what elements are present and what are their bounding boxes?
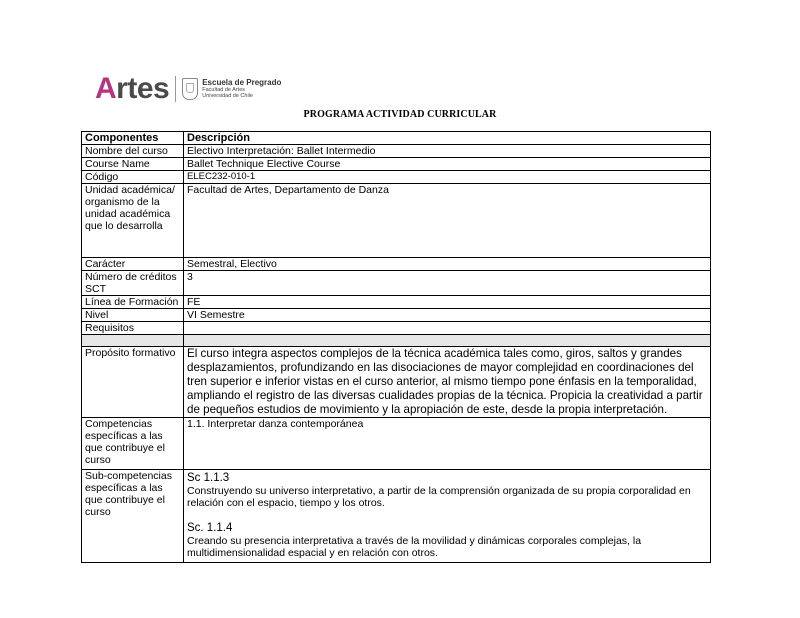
row-value: VI Semestre [184, 309, 711, 322]
row-label: Unidad académica/ organismo de la unidad académica que lo desarrolla [82, 184, 184, 258]
table-row [82, 309, 711, 322]
row-value: 3 [184, 271, 711, 296]
subcompetence-code: Sc 1.1.3 [187, 472, 230, 484]
paragraph-spacer [187, 509, 707, 521]
row-value: Electivo Interpretación: Ballet Intermedio [184, 145, 711, 158]
row-label: Carácter [82, 258, 184, 271]
table-row [82, 158, 711, 171]
subcompetence-code: Sc. 1.1.4 [187, 522, 233, 534]
table-row [82, 171, 711, 184]
row-label: Competencias específicas a las que contribuye el curso [82, 418, 184, 470]
spacer-cell [184, 335, 711, 347]
logo-line-1: Escuela de Pregrado [202, 78, 282, 87]
table-row [82, 271, 711, 296]
row-value: El curso integra aspectos complejos de la técnica académica tales como, giros, saltos y grandes desplazamientos, profundizando en las disociaciones de mayor complejidad en coordinaciones del tren superior e inferior vistas en el curso anterior, al mismo tiempo pone énfasis en la temporalidad, ampliando el registro de las diversas cualidades propias de la técnica. Propicia la creatividad a partir de pequeños estudios de movimiento y la apropiación de este, desde la propia interpretación. [184, 347, 711, 418]
spacer-cell [82, 335, 184, 347]
table-row [82, 418, 711, 470]
logo-text [202, 79, 281, 99]
row-value [184, 322, 711, 335]
subcompetence-text: Construyendo su universo interpretativo, a partir de la comprensión organizada de su propia corporalidad en relación con el espacio, tiempo y los otros. [187, 485, 691, 509]
row-label: Sub-competencias específicas a las que contribuye el curso [82, 470, 184, 563]
row-label: Número de créditos SCT [82, 271, 184, 296]
row-value: Facultad de Artes, Departamento de Danza [184, 184, 711, 258]
row-value: 1.1. Interpretar danza contemporánea [184, 418, 711, 470]
table-row [82, 145, 711, 158]
row-value: Semestral, Electivo [184, 258, 711, 271]
logo-divider [175, 76, 176, 102]
row-label: Nivel [82, 309, 184, 322]
table-row [82, 184, 711, 258]
university-seal-icon [182, 78, 198, 100]
table-row [82, 258, 711, 271]
row-value [184, 470, 711, 563]
row-label: Course Name [82, 158, 184, 171]
row-label: Línea de Formación [82, 296, 184, 309]
table-header-row [82, 132, 711, 145]
logo-line-3: Universidad de Chile [202, 93, 253, 99]
row-value: Ballet Technique Elective Course [184, 158, 711, 171]
table-row [82, 347, 711, 418]
table-row [82, 296, 711, 309]
row-label: Propósito formativo [82, 347, 184, 418]
table-row [82, 470, 711, 563]
header-descripcion: Descripción [184, 132, 711, 145]
course-program-table [81, 131, 711, 563]
table-row [82, 322, 711, 335]
header-componentes: Componentes [82, 132, 184, 145]
row-value: ELEC232-010-1 [184, 171, 711, 184]
subcompetence-text: Creando su presencia interpretativa a través de la movilidad y dinámicas corporales complejas, la multidimensionalidad espacial y en relación con otros. [187, 535, 642, 559]
logo-wordmark: Artes [95, 72, 170, 105]
row-value: FE [184, 296, 711, 309]
page-title: PROGRAMA ACTIVIDAD CURRICULAR [303, 109, 497, 120]
spacer-row [82, 335, 711, 347]
row-label: Requisitos [82, 322, 184, 335]
row-label: Código [82, 171, 184, 184]
logo-line-2: Facultad de Artes [202, 87, 246, 93]
row-label: Nombre del curso [82, 145, 184, 158]
artes-logo [95, 74, 281, 104]
